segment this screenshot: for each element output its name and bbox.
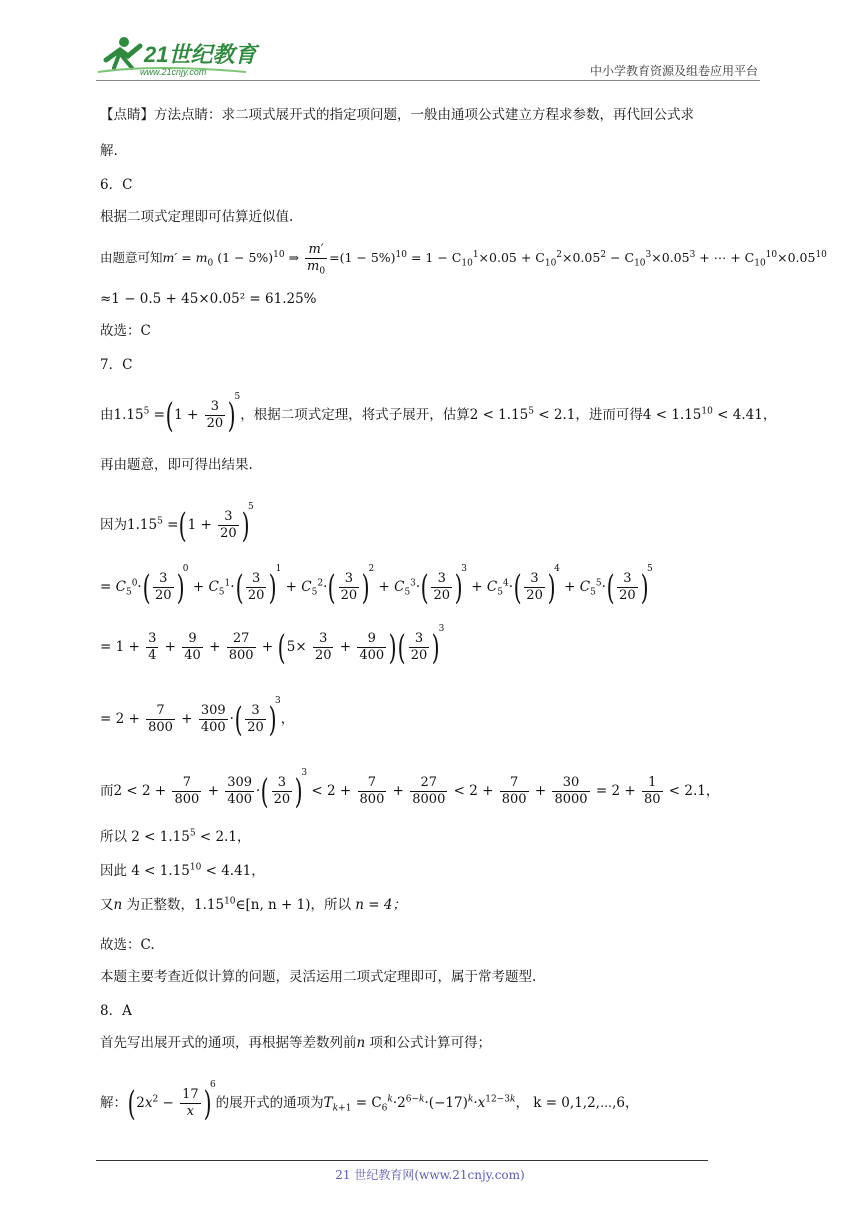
q7-step-6: 所以 $2 < 1.15^5 < 2.1$， — [100, 828, 251, 845]
question-7-label: 7．C — [100, 357, 133, 373]
q8-solution: 解：($2x^2$ − $\frac{17}{x}$ )$^6$的展开式的通项为$T_{k+1} = C_6^k\cdot 2^{6-k}\cdot(-17)^k\cdot x^{12-3k}$， k = 0,1,2,⋯,6， — [100, 1080, 639, 1124]
question-6-label: 6．C — [100, 177, 133, 193]
header-platform-name: 中小学教育资源及组卷应用平台 — [589, 64, 758, 78]
q7-step-8: 又n 为正整数，1.15$^{10}$∈[n, n + 1)，所以 n = 4； — [100, 896, 406, 913]
header-rule — [96, 80, 760, 81]
q7-summary: 本题主要考查近似计算的问题，灵活运用二项式定理即可，属于常考题型. — [100, 969, 537, 985]
footer-rule — [96, 1160, 708, 1161]
q6-approx: ≈1 − 0.5 + 45×0.05² = 61.25% — [100, 291, 317, 307]
q6-formula: 由题意可知$m' = m_0$ $(1 - 5\%)^{10}$ ⇒ $\frac{m'}{m_0}$ $=(1 - 5\%)^{10} = 1 - C_{10}^1\times 0.05 + C_{10}^2\times 0.05^2 - C_{10}^3\times 0.05^3$ + ⋯ + $C_{10}^{10}\times 0.05^{10}$ — [100, 242, 827, 277]
logo-21cnjy — [96, 34, 266, 78]
logo-url: www.21cnjy.com — [140, 67, 207, 77]
q7-step-7: 因此 $4 < 1.15^{10} < 4.41$， — [100, 862, 265, 879]
tip-line-cont: 解. — [100, 143, 118, 159]
question-8-label: 8．A — [100, 1003, 132, 1019]
q7-intro: 由$1.15^5 =(1$ + $\frac{3}{20}$ )$^5$，根据二项式定理，将式子展开，估算$2 < 1.15^5 < 2.1$，进而可得$4 < 1.15^{10} < 4.41$， — [100, 392, 777, 436]
q7-step-1: 因为$1.15^5 =(1$ + $\frac{3}{20}$ )$^5$ — [100, 502, 254, 546]
q8-explanation: 首先写出展开式的通项，再根据等差数列前n 项和公式计算可得； — [100, 1035, 491, 1051]
q7-step-5: 而2 < 2 + $\frac{7}{800}$ + $\frac{309}{400}$ ·( $\frac{3}{20}$ )$^3$ < 2 + $\frac{7}{800}$ + $\frac{27}{8000}$ < 2 + $\frac{7}{800}$ + $\frac{30}{8000}$ = 2 + $\frac{1}{80}$ < 2.1， — [100, 768, 720, 812]
page-header — [96, 34, 760, 82]
q7-intro-cont: 再由题意，即可得出结果. — [100, 457, 253, 473]
tip-line: 【点睛】方法点睛：求二项式展开式的指定项问题，一般由通项公式建立方程求参数，再代回公式求 — [100, 107, 694, 123]
q6-explanation: 根据二项式定理即可估算近似值. — [100, 209, 294, 225]
q7-step-3: = 1 + $\frac{3}{4}$ + $\frac{9}{40}$ + $\frac{27}{800}$ + (5× $\frac{3}{20}$ + $\frac{9}{400}$ )( $\frac{3}{20}$ )$^3$ — [100, 624, 445, 668]
logo-text: 21世纪教育 — [144, 42, 257, 67]
q7-step-4: = 2 + $\frac{7}{800}$ + $\frac{309}{400}$ ·( $\frac{3}{20}$ )$^3$， — [100, 696, 295, 740]
q6-answer: 故选：C — [100, 323, 151, 339]
q7-step-2: = $C_5^0\cdot$( $\frac{3}{20}$ )$^0 + C_5^1\cdot$( $\frac{3}{20}$ )$^1 + C_5^2\cdot$( $\frac{3}{20}$ )$^2 + C_5^3\cdot$( $\frac{3}{20}$ )$^3 + C_5^4\cdot$( $\frac{3}{20}$ )$^4 + C_5^5\cdot$( $\frac{3}{20}$ )$^5$ — [100, 564, 653, 608]
page-footer: 21 世纪教育网(www.21cnjy.com) — [335, 1168, 525, 1182]
q7-answer: 故选：C. — [100, 937, 155, 953]
